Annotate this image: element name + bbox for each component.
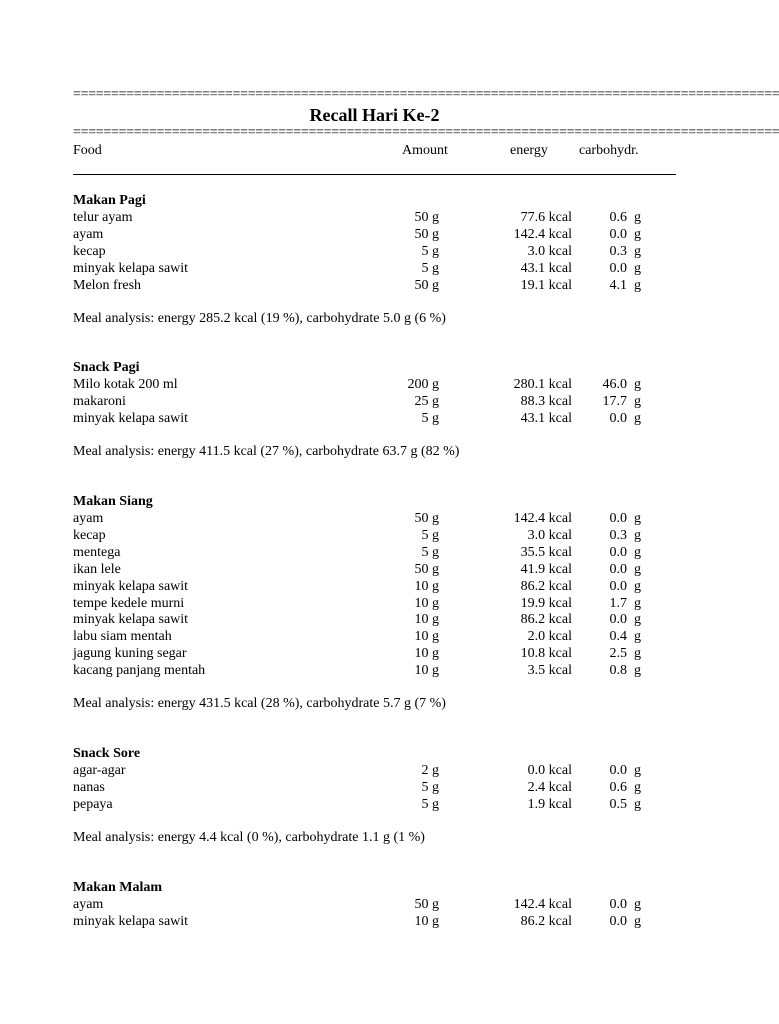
food-carbohydrate: 2.5: [609, 646, 627, 662]
carb-unit: g: [634, 511, 641, 526]
food-carbohydrate: 0.0: [609, 511, 627, 526]
meal-section-title: Snack Pagi: [73, 360, 140, 375]
food-name: ikan lele: [73, 561, 121, 577]
food-energy: 19.1 kcal: [520, 277, 572, 293]
carb-unit: g: [634, 243, 641, 259]
food-name: Melon fresh: [73, 277, 142, 293]
carb-unit: g: [634, 277, 641, 293]
food-energy: 41.9 kcal: [520, 561, 572, 577]
food-carbohydrate: 0.3: [609, 527, 627, 543]
food-amount: 25 g: [414, 393, 439, 409]
food-carbohydrate: 0.6: [609, 779, 627, 795]
food-amount: 5 g: [421, 260, 439, 276]
title-rule: =============================================================================================: [73, 125, 779, 140]
carb-unit: g: [634, 897, 641, 912]
carb-unit: g: [634, 578, 641, 594]
food-energy: 0.0 kcal: [527, 763, 572, 778]
header-divider: [73, 174, 676, 175]
food-energy: 3.5 kcal: [527, 663, 572, 679]
food-carbohydrate: 0.0: [609, 763, 627, 778]
carb-unit: g: [634, 527, 641, 543]
food-carbohydrate: 0.0: [609, 226, 627, 242]
food-amount: 5 g: [421, 544, 439, 560]
food-amount: 10 g: [414, 629, 439, 645]
food-row: [0, 394, 768, 411]
food-carbohydrate: 17.7: [602, 393, 627, 409]
food-energy: 35.5 kcal: [520, 544, 572, 560]
food-name: agar-agar: [73, 763, 126, 778]
food-amount: 5 g: [421, 410, 439, 426]
food-amount: 2 g: [421, 763, 439, 778]
carb-unit: g: [634, 393, 641, 409]
food-name: nanas: [73, 779, 105, 795]
food-energy: 142.4 kcal: [513, 226, 572, 242]
carb-unit: g: [634, 663, 641, 679]
food-energy: 77.6 kcal: [520, 210, 572, 225]
food-energy: 1.9 kcal: [527, 796, 572, 812]
food-row: [0, 411, 768, 428]
food-carbohydrate: 0.4: [609, 629, 627, 645]
food-row: [0, 579, 768, 596]
food-carbohydrate: 0.0: [609, 544, 627, 560]
carb-unit: g: [634, 763, 641, 778]
food-name: minyak kelapa sawit: [73, 578, 189, 594]
meal-analysis: Meal analysis: energy 4.4 kcal (0 %), carbohydrate 1.1 g (1 %): [73, 829, 425, 845]
food-energy: 3.0 kcal: [527, 527, 572, 543]
food-row: [0, 914, 768, 931]
food-row: [0, 897, 768, 914]
meal-section-title: Snack Sore: [73, 746, 141, 761]
food-energy: 10.8 kcal: [520, 646, 572, 662]
food-amount: 10 g: [414, 612, 439, 628]
meal-analysis: Meal analysis: energy 411.5 kcal (27 %), carbohydrate 63.7 g (82 %): [73, 443, 460, 459]
food-energy: 86.2 kcal: [520, 913, 572, 929]
header-carbohydrate: carbohydr.: [579, 143, 639, 158]
food-row: [0, 763, 768, 780]
food-carbohydrate: 0.0: [609, 561, 627, 577]
food-energy: 280.1 kcal: [513, 377, 572, 392]
food-energy: 3.0 kcal: [527, 243, 572, 259]
food-carbohydrate: 0.6: [609, 210, 627, 225]
food-name: minyak kelapa sawit: [73, 260, 189, 276]
food-energy: 86.2 kcal: [520, 612, 572, 628]
food-energy: 2.0 kcal: [527, 629, 572, 645]
food-name: mentega: [73, 544, 121, 560]
food-name: labu siam mentah: [73, 629, 172, 645]
carb-unit: g: [634, 410, 641, 426]
meal-section-title: Makan Malam: [73, 880, 163, 895]
food-carbohydrate: 0.8: [609, 663, 627, 679]
food-name: pepaya: [73, 796, 113, 812]
food-name: kecap: [73, 527, 106, 543]
header-amount: Amount: [402, 143, 448, 158]
header-energy: energy: [510, 143, 548, 158]
food-carbohydrate: 0.0: [609, 578, 627, 594]
carb-unit: g: [634, 561, 641, 577]
food-name: tempe kedele murni: [73, 595, 185, 611]
food-name: ayam: [73, 511, 104, 526]
food-name: jagung kuning segar: [73, 646, 187, 662]
food-row: [0, 663, 768, 680]
carb-unit: g: [634, 913, 641, 929]
meal-analysis: Meal analysis: energy 431.5 kcal (28 %), carbohydrate 5.7 g (7 %): [73, 696, 446, 711]
food-amount: 50 g: [414, 897, 439, 912]
food-name: telur ayam: [73, 210, 133, 225]
food-amount: 50 g: [414, 277, 439, 293]
carb-unit: g: [634, 629, 641, 645]
carb-unit: g: [634, 260, 641, 276]
carb-unit: g: [634, 226, 641, 242]
page-title: Recall Hari Ke-2: [309, 105, 440, 125]
food-carbohydrate: 0.0: [609, 612, 627, 628]
food-row: [0, 261, 768, 278]
carb-unit: g: [634, 544, 641, 560]
carb-unit: g: [634, 210, 641, 225]
food-energy: 2.4 kcal: [527, 779, 572, 795]
food-row: [0, 511, 768, 528]
food-row: [0, 780, 768, 797]
food-carbohydrate: 0.0: [609, 260, 627, 276]
food-name: ayam: [73, 897, 104, 912]
food-carbohydrate: 4.1: [609, 277, 627, 293]
food-amount: 10 g: [414, 663, 439, 679]
food-name: ayam: [73, 226, 104, 242]
food-energy: 142.4 kcal: [513, 897, 572, 912]
food-energy: 43.1 kcal: [520, 260, 572, 276]
food-amount: 50 g: [414, 511, 439, 526]
food-carbohydrate: 0.0: [609, 913, 627, 929]
food-row: [0, 545, 768, 562]
food-amount: 200 g: [407, 377, 439, 392]
top-rule: =============================================================================================: [73, 87, 779, 102]
food-energy: 86.2 kcal: [520, 578, 572, 594]
food-amount: 50 g: [414, 226, 439, 242]
food-name: kecap: [73, 243, 106, 259]
food-carbohydrate: 0.5: [609, 796, 627, 812]
food-energy: 43.1 kcal: [520, 410, 572, 426]
food-name: makaroni: [73, 393, 126, 409]
food-amount: 50 g: [414, 561, 439, 577]
food-name: Milo kotak 200 ml: [73, 377, 178, 392]
food-name: kacang panjang mentah: [73, 663, 206, 679]
food-name: minyak kelapa sawit: [73, 612, 189, 628]
carb-unit: g: [634, 796, 641, 812]
food-row: [0, 612, 768, 629]
food-name: minyak kelapa sawit: [73, 913, 189, 929]
food-amount: 5 g: [421, 796, 439, 812]
food-row: [0, 210, 768, 227]
carb-unit: g: [634, 779, 641, 795]
header-food: Food: [73, 143, 102, 158]
food-amount: 5 g: [421, 527, 439, 543]
food-energy: 142.4 kcal: [513, 511, 572, 526]
meal-analysis: Meal analysis: energy 285.2 kcal (19 %), carbohydrate 5.0 g (6 %): [73, 310, 446, 326]
food-carbohydrate: 1.7: [609, 595, 627, 611]
food-row: [0, 596, 768, 613]
food-row: [0, 629, 768, 646]
food-amount: 5 g: [421, 243, 439, 259]
food-row: [0, 528, 768, 545]
food-carbohydrate: 46.0: [602, 377, 627, 392]
carb-unit: g: [634, 377, 641, 392]
food-carbohydrate: 0.3: [609, 243, 627, 259]
food-row: [0, 562, 768, 579]
carb-unit: g: [634, 646, 641, 662]
food-name: minyak kelapa sawit: [73, 410, 189, 426]
food-amount: 10 g: [414, 578, 439, 594]
food-amount: 10 g: [414, 595, 439, 611]
food-row: [0, 244, 768, 261]
food-carbohydrate: 0.0: [609, 897, 627, 912]
carb-unit: g: [634, 612, 641, 628]
food-amount: 10 g: [414, 913, 439, 929]
food-energy: 88.3 kcal: [520, 393, 572, 409]
food-row: [0, 646, 768, 663]
food-amount: 5 g: [421, 779, 439, 795]
food-amount: 50 g: [414, 210, 439, 225]
carb-unit: g: [634, 595, 641, 611]
food-energy: 19.9 kcal: [520, 595, 572, 611]
food-row: [0, 227, 768, 244]
food-row: [0, 377, 768, 394]
meal-section-title: Makan Pagi: [73, 193, 146, 208]
food-row: [0, 278, 768, 295]
food-amount: 10 g: [414, 646, 439, 662]
food-row: [0, 797, 768, 814]
food-carbohydrate: 0.0: [609, 410, 627, 426]
meal-section-title: Makan Siang: [73, 494, 153, 509]
